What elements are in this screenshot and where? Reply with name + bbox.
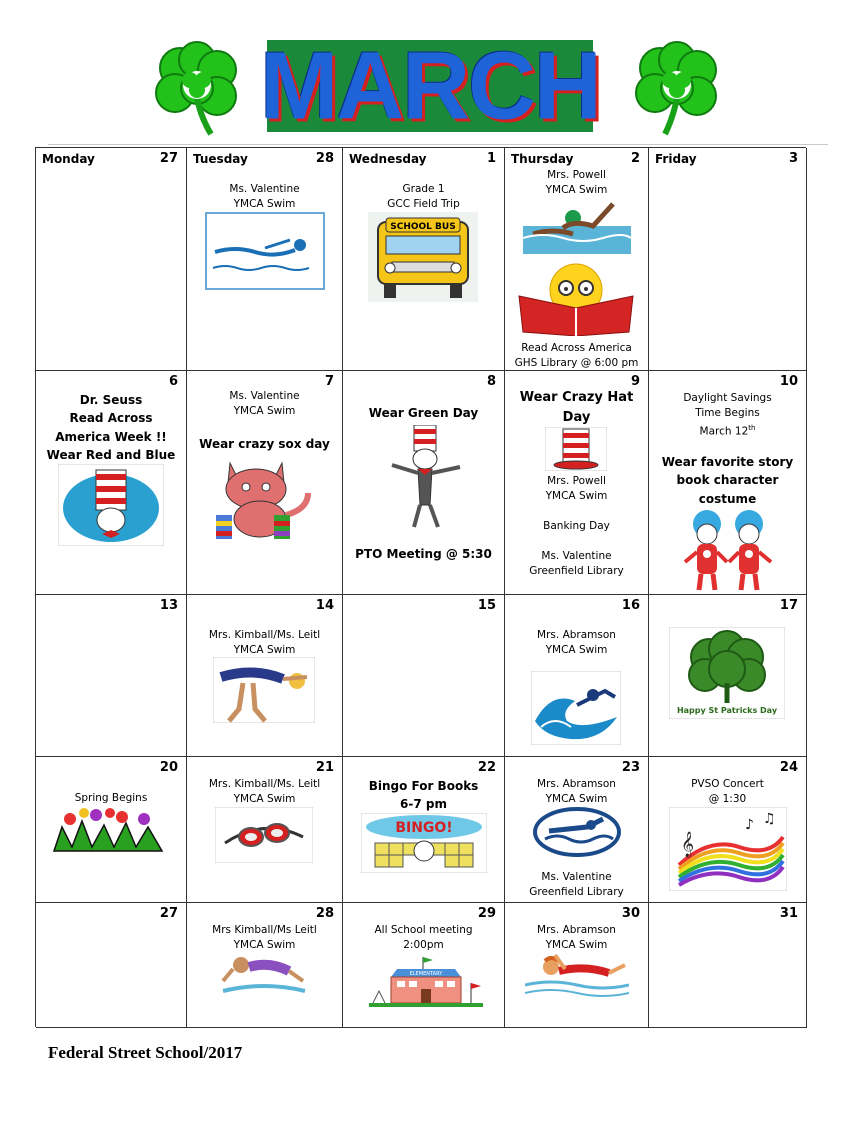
event-text: Ms. Valentine xyxy=(541,550,612,562)
event-text: All School meeting xyxy=(374,924,473,936)
swimmer-icon xyxy=(523,198,631,254)
event-text: YMCA Swim xyxy=(545,793,608,805)
event-text: Greenfield Library xyxy=(529,886,624,898)
month-title-banner xyxy=(260,31,600,140)
reading-smiley-icon xyxy=(515,260,637,336)
day-number: 20 xyxy=(159,760,178,775)
event-text: book character xyxy=(676,473,779,487)
day-cell-16 xyxy=(505,595,649,757)
day-cell-friday-3 xyxy=(649,148,807,371)
event-text: GHS Library @ 6:00 pm xyxy=(514,357,639,369)
date-text: March 12 xyxy=(699,425,749,438)
day-number: 21 xyxy=(315,760,334,775)
event-text: @ 1:30 xyxy=(708,793,747,805)
day-number: 8 xyxy=(486,374,496,389)
day-cell-27-end xyxy=(36,903,187,1028)
weekday-label: Friday xyxy=(655,152,697,166)
event-text: Ms. Valentine xyxy=(541,871,612,883)
ordinal-suffix: th xyxy=(748,424,756,432)
event-text: costume xyxy=(698,492,757,506)
day-number: 31 xyxy=(779,906,798,921)
day-cell-7 xyxy=(187,371,343,595)
day-number: 16 xyxy=(621,598,640,613)
day-cell-31 xyxy=(649,903,807,1028)
day-cell-24 xyxy=(649,757,807,903)
event-text: Mrs Kimball/Ms Leitl xyxy=(212,924,317,936)
st-patricks-caption: Happy St Patricks Day xyxy=(676,706,778,715)
weekday-label: Thursday xyxy=(511,152,574,166)
bus-sign-text: SCHOOL BUS xyxy=(390,222,456,232)
day-cell-wednesday-1 xyxy=(343,148,505,371)
event-text: YMCA Swim xyxy=(545,184,608,196)
event-text: Daylight Savings xyxy=(683,392,772,404)
day-cell-29 xyxy=(343,903,505,1028)
event-text: YMCA Swim xyxy=(545,939,608,951)
event-text: Banking Day xyxy=(543,520,610,532)
weekday-label: Wednesday xyxy=(349,152,427,166)
swimmer-icon xyxy=(205,212,325,290)
crazy-sox-cat-icon xyxy=(212,453,318,543)
cat-in-the-hat-figure-icon xyxy=(388,425,464,529)
event-text: YMCA Swim xyxy=(545,490,608,502)
month-title: MARCH xyxy=(260,31,600,140)
shamrock-icon xyxy=(669,627,785,719)
day-cell-9 xyxy=(505,371,649,595)
day-number: 28 xyxy=(315,151,334,166)
day-cell-14 xyxy=(187,595,343,757)
wave-swimmer-icon xyxy=(531,671,621,745)
day-number: 14 xyxy=(315,598,334,613)
thing-one-thing-two-icon xyxy=(681,508,775,592)
day-cell-13 xyxy=(36,595,187,757)
day-number: 24 xyxy=(779,760,798,775)
swimming-boy-icon xyxy=(525,951,629,999)
event-text: Read Across America xyxy=(521,342,632,354)
event-text: Spring Begins xyxy=(74,792,148,804)
calendar-grid xyxy=(35,147,806,1027)
event-text: Mrs. Powell xyxy=(547,169,606,181)
school-building-icon xyxy=(367,953,485,1011)
footer-school-name: Federal Street School/2017 xyxy=(48,1043,243,1062)
day-number: 13 xyxy=(159,598,178,613)
day-number: 27 xyxy=(159,151,178,166)
event-text: Mrs. Abramson xyxy=(537,778,616,790)
bingo-banner-text: BINGO! xyxy=(395,820,453,836)
day-cell-20 xyxy=(36,757,187,903)
event-text: Mrs. Kimball/Ms. Leitl xyxy=(208,778,321,790)
day-cell-23 xyxy=(505,757,649,903)
event-text: Day xyxy=(562,410,591,425)
day-number: 27 xyxy=(159,906,178,921)
event-text: 6-7 pm xyxy=(400,797,447,811)
event-text: Wear Crazy Hat xyxy=(519,390,634,405)
bingo-icon xyxy=(361,813,487,873)
day-number: 9 xyxy=(630,374,640,389)
flowers-icon xyxy=(52,807,164,853)
day-number: 23 xyxy=(621,760,640,775)
svg-text:♪: ♪ xyxy=(745,817,754,833)
day-number: 1 xyxy=(486,151,496,166)
day-cell-10 xyxy=(649,371,807,595)
striped-hat-icon xyxy=(545,427,607,471)
shamrock-icon xyxy=(145,38,250,138)
event-text: YMCA Swim xyxy=(233,405,296,417)
event-text: PTO Meeting @ 5:30 xyxy=(355,547,492,561)
day-cell-monday-27 xyxy=(36,148,187,371)
event-text: Wear Red and Blue xyxy=(46,448,176,462)
event-text: YMCA Swim xyxy=(233,793,296,805)
event-text: Time Begins xyxy=(695,407,760,419)
day-number: 22 xyxy=(477,760,496,775)
event-text: Ms. Valentine xyxy=(229,183,300,195)
svg-text:𝄞: 𝄞 xyxy=(681,832,695,857)
event-text: Mrs. Kimball/Ms. Leitl xyxy=(208,629,321,641)
cat-in-the-hat-icon xyxy=(58,464,164,546)
day-cell-8 xyxy=(343,371,505,595)
swim-emblem-icon xyxy=(533,807,621,857)
event-text: Ms. Valentine xyxy=(229,390,300,402)
day-number: 30 xyxy=(621,906,640,921)
event-text: GCC Field Trip xyxy=(387,198,460,210)
diving-kid-icon xyxy=(219,951,309,999)
day-cell-21 xyxy=(187,757,343,903)
event-text: YMCA Swim xyxy=(233,644,296,656)
shamrock-icon xyxy=(625,38,730,138)
day-number: 7 xyxy=(324,374,334,389)
event-text: America Week !! xyxy=(55,430,167,444)
school-sign-text: ELEMENTARY xyxy=(409,971,443,977)
event-text: YMCA Swim xyxy=(233,198,296,210)
day-cell-15 xyxy=(343,595,505,757)
day-number: 6 xyxy=(168,374,178,389)
day-number: 17 xyxy=(779,598,798,613)
event-text: Dr. Seuss xyxy=(79,393,143,407)
day-number: 28 xyxy=(315,906,334,921)
day-number: 3 xyxy=(788,151,798,166)
day-cell-tuesday-28 xyxy=(187,148,343,371)
event-text: Wear Green Day xyxy=(368,406,479,420)
event-text: YMCA Swim xyxy=(233,939,296,951)
day-cell-6 xyxy=(36,371,187,595)
day-number: 29 xyxy=(477,906,496,921)
day-cell-30 xyxy=(505,903,649,1028)
event-text: Grade 1 xyxy=(402,183,445,195)
school-bus-icon xyxy=(368,212,478,302)
event-text: Mrs. Powell xyxy=(547,475,606,487)
header-divider xyxy=(48,144,828,145)
event-text: YMCA Swim xyxy=(545,644,608,656)
event-text: Greenfield Library xyxy=(529,565,624,577)
event-text: Bingo For Books xyxy=(368,779,479,793)
event-text: Mrs. Abramson xyxy=(537,924,616,936)
music-notes-icon xyxy=(669,807,787,891)
event-text: 2:00pm xyxy=(403,939,444,951)
calendar-header xyxy=(0,0,860,145)
svg-text:♫: ♫ xyxy=(763,811,776,827)
weekday-label: Monday xyxy=(42,152,95,166)
event-text: Read Across xyxy=(69,411,153,425)
event-text: Wear crazy sox day xyxy=(199,437,330,451)
day-number: 2 xyxy=(630,151,640,166)
diver-icon xyxy=(213,657,315,723)
day-cell-22 xyxy=(343,757,505,903)
event-text xyxy=(649,421,806,440)
event-text: Mrs. Abramson xyxy=(537,629,616,641)
day-cell-28-end xyxy=(187,903,343,1028)
day-number: 10 xyxy=(779,374,798,389)
event-text: PVSO Concert xyxy=(691,778,764,790)
swim-goggles-icon xyxy=(215,807,313,863)
day-cell-thursday-2 xyxy=(505,148,649,371)
day-cell-17 xyxy=(649,595,807,757)
weekday-label: Tuesday xyxy=(193,152,248,166)
day-number: 15 xyxy=(477,598,496,613)
event-text: Wear favorite story xyxy=(661,455,794,469)
